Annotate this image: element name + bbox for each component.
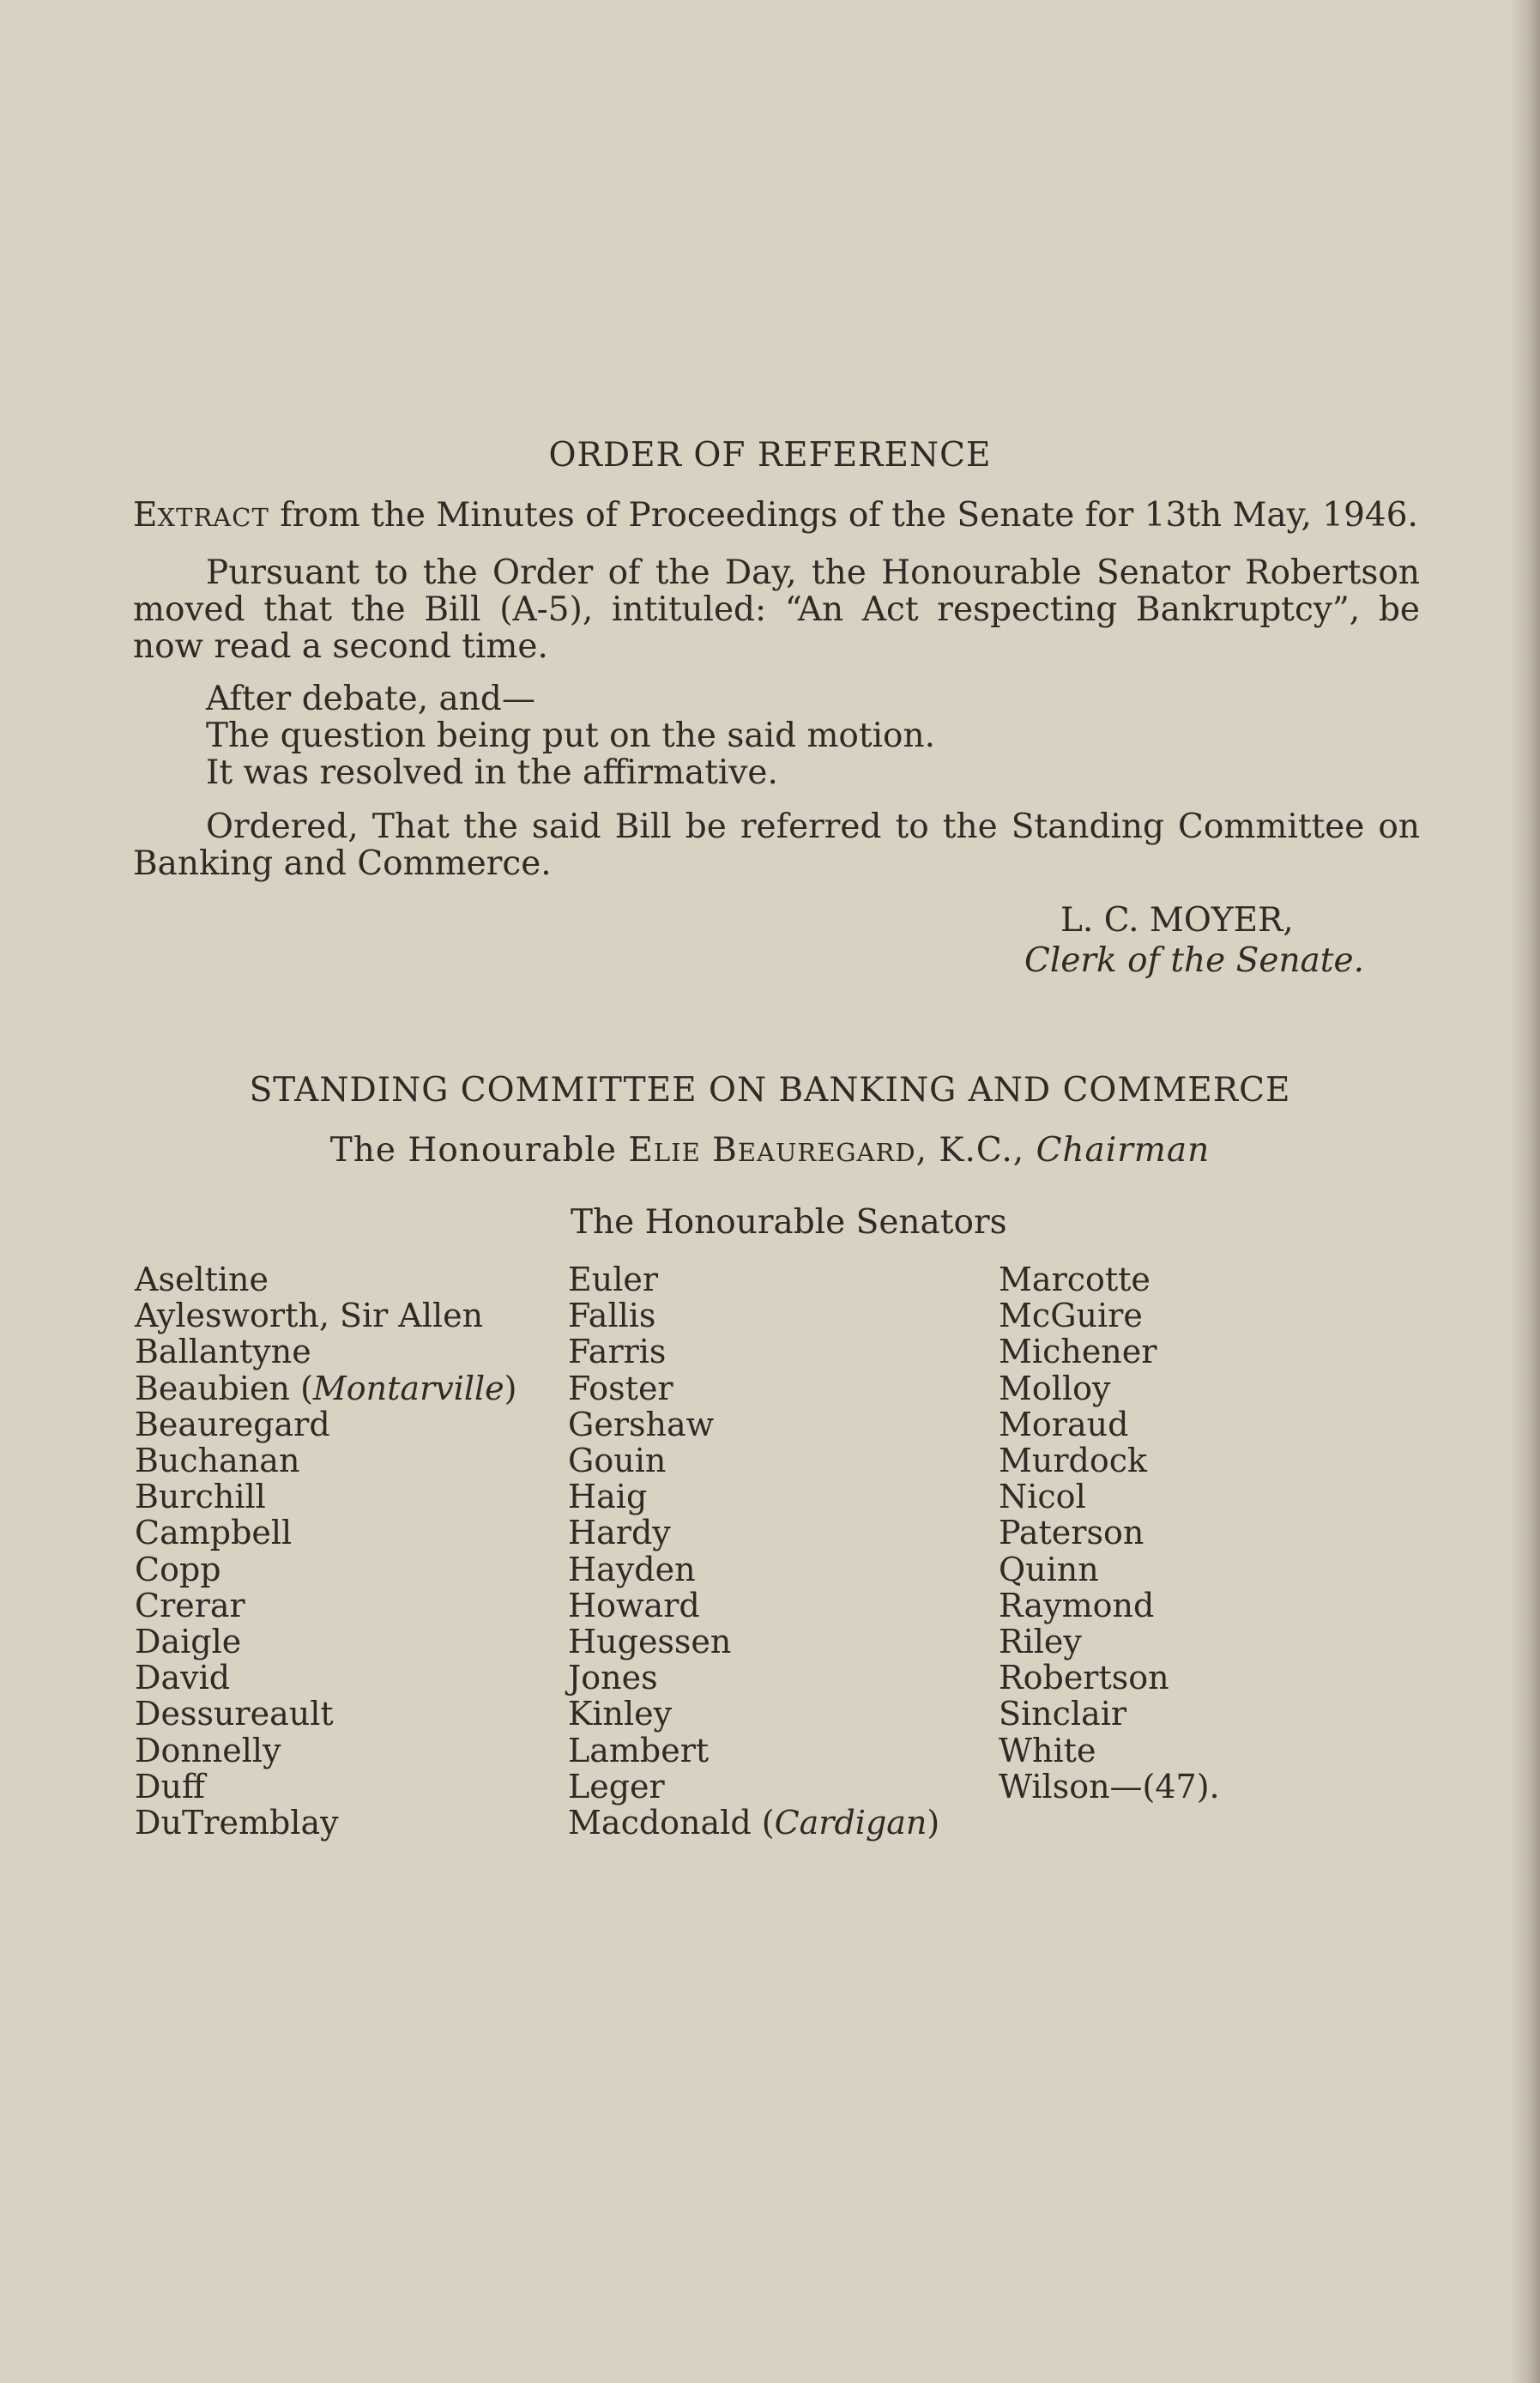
senator-name: Burchill (135, 1478, 266, 1516)
senator-name: Hayden (568, 1550, 696, 1588)
signature-title (1024, 941, 1364, 980)
resolved-line: It was resolved in the affirmative. (206, 753, 778, 792)
senator-name: Buchanan (135, 1442, 300, 1480)
senator-name-text: Macdonald (568, 1804, 752, 1842)
question-line: The question being put on the said motion. (206, 717, 936, 755)
senator-note: Cardigan (774, 1804, 927, 1842)
senator-name: Molloy (999, 1369, 1111, 1407)
senator-name: David (135, 1659, 231, 1697)
senator-name: Beauregard (135, 1405, 330, 1443)
senators-column-1 (135, 1261, 517, 1841)
extract-initial: E (133, 496, 158, 535)
senators-heading: The Honourable Senators (571, 1203, 1007, 1242)
extract-line (133, 496, 1418, 535)
senator-name: McGuire (999, 1297, 1143, 1335)
senators-column-2 (568, 1261, 939, 1841)
chair-prefix: The Honourable (329, 1131, 629, 1170)
senator-name: Foster (568, 1369, 673, 1407)
signature-title-text: Clerk of the Senate. (1024, 941, 1364, 980)
senator-note: Montarville (312, 1369, 504, 1407)
committee-heading: STANDING COMMITTEE ON BANKING AND COMMERCE (249, 1071, 1291, 1110)
senator-name: Marcotte (999, 1261, 1150, 1298)
senator-name: Gouin (568, 1442, 667, 1480)
senator-name: Euler (568, 1261, 659, 1298)
senator-name: White (999, 1731, 1096, 1769)
senator-name: Jones (568, 1659, 658, 1697)
senator-name: Moraud (999, 1405, 1129, 1443)
senator-name: Quinn (999, 1550, 1099, 1588)
chair-suffix: , K.C., (915, 1131, 1036, 1170)
senator-name: Daigle (135, 1623, 242, 1661)
motion-paragraph: Pursuant to the Order of the Day, the Honourable Senator Robertson moved that the Bill (A-5), intituled: “An Act respecting Bankruptcy”, be now read a second time. (133, 553, 1420, 666)
senator-name: Sinclair (999, 1695, 1127, 1733)
extract-text: from the Minutes of Proceedings of the Senate for 13th May, 1946. (269, 496, 1418, 535)
senator-name-beaubien: Beaubien (Montarville) (135, 1369, 517, 1407)
ordered-paragraph: Ordered, That the said Bill be referred to the Standing Committee on Banking and Commerce. (133, 807, 1420, 883)
senator-name-macdonald: Macdonald (Cardigan) (568, 1804, 940, 1842)
senator-name: Farris (568, 1333, 667, 1371)
senator-name: Howard (568, 1586, 700, 1624)
senator-name: Paterson (999, 1514, 1144, 1552)
senator-name: Dessureault (135, 1695, 334, 1733)
senator-name: Hardy (568, 1514, 671, 1552)
senator-name: Murdock (999, 1442, 1148, 1480)
senator-name: Wilson—(47). (999, 1767, 1220, 1805)
senator-name: Aylesworth, Sir Allen (135, 1297, 484, 1335)
chairman-line (0, 1131, 1540, 1170)
senator-name: Copp (135, 1550, 221, 1588)
senator-name: Haig (568, 1478, 648, 1516)
signature-name: L. C. MOYER, (1060, 901, 1294, 940)
senator-name: Aseltine (135, 1261, 269, 1298)
debate-line: After debate, and— (206, 680, 535, 718)
senator-name: Leger (568, 1767, 665, 1805)
chair-first-rest: LIE (653, 1138, 701, 1167)
senator-name: Kinley (568, 1695, 673, 1733)
senators-column-3 (999, 1261, 1220, 1805)
extract-smallcaps: XTRACT (157, 503, 269, 532)
senator-name: Donnelly (135, 1731, 281, 1769)
senator-name: Michener (999, 1333, 1157, 1371)
chair-last-rest: EAUREGARD (737, 1138, 916, 1167)
senator-name: Robertson (999, 1659, 1169, 1697)
senator-name: Hugessen (568, 1623, 732, 1661)
page-spine-shadow (1511, 0, 1540, 2383)
order-heading: ORDER OF REFERENCE (548, 436, 992, 475)
chair-role: Chairman (1036, 1131, 1211, 1170)
senator-name: Riley (999, 1623, 1082, 1661)
senator-name: DuTremblay (135, 1804, 339, 1842)
senator-name: Campbell (135, 1514, 293, 1552)
senator-name: Duff (135, 1767, 205, 1805)
senator-name: Fallis (568, 1297, 656, 1335)
chair-first-initial: E (628, 1131, 654, 1170)
senator-name: Ballantyne (135, 1333, 311, 1371)
senator-name: Raymond (999, 1586, 1155, 1624)
senator-name-text: Beaubien (135, 1369, 290, 1407)
senator-name: Nicol (999, 1478, 1086, 1516)
senator-name: Lambert (568, 1731, 710, 1769)
chair-last-initial: B (712, 1131, 738, 1170)
senator-name: Crerar (135, 1586, 245, 1624)
senator-name: Gershaw (568, 1405, 715, 1443)
